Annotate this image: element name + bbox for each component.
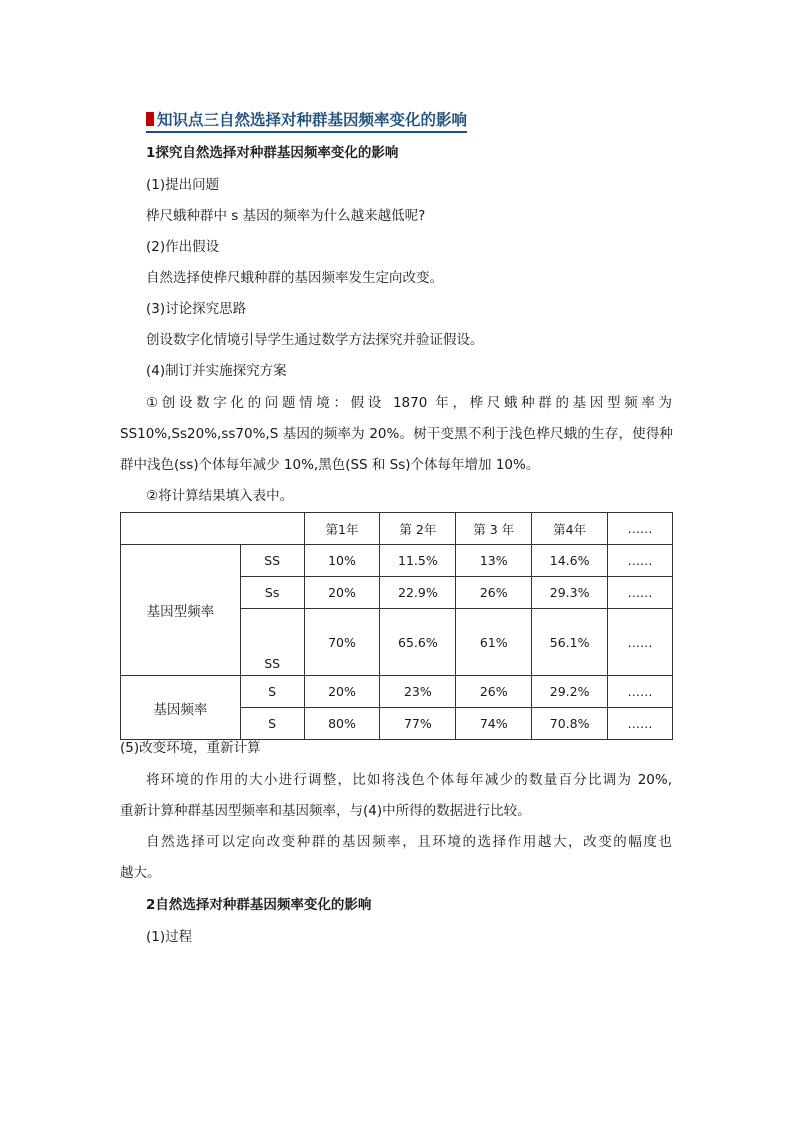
table-cell: 70.8% xyxy=(532,708,608,740)
table-cell: …… xyxy=(608,708,673,740)
table-cell: 23% xyxy=(380,676,456,708)
row-label: Ss xyxy=(240,577,304,609)
row-label: S xyxy=(240,676,304,708)
table-cell: 26% xyxy=(456,577,532,609)
frequency-table xyxy=(120,512,673,740)
table-cell: 20% xyxy=(304,577,380,609)
gene-frequency-group-label: 基因频率 xyxy=(121,676,241,740)
genotype-frequency-group-label: 基因型频率 xyxy=(121,545,241,676)
adjust-line-1: 将环境的作用的大小进行调整，比如将浅色个体每年减少的数量百分比调为 20%, xyxy=(146,772,672,788)
table-header-cell: 第1年 xyxy=(304,513,380,545)
table-cell: 29.2% xyxy=(532,676,608,708)
process-label: (1)过程 xyxy=(146,929,193,945)
table-cell: 61% xyxy=(456,609,532,676)
step-5-label: (5)改变环境，重新计算 xyxy=(120,740,261,756)
table-header-cell: …… xyxy=(608,513,673,545)
table-cell: …… xyxy=(608,676,673,708)
step-4-label: (4)制订并实施探究方案 xyxy=(146,363,287,379)
table-cell: …… xyxy=(608,545,673,577)
scenario-line-1: ①创设数字化的问题情境：假设 1870 年，桦尺蛾种群的基因型频率为 xyxy=(146,395,672,411)
table-cell: 80% xyxy=(304,708,380,740)
table-cell: 13% xyxy=(456,545,532,577)
heading-1: 1探究自然选择对种群基因频率变化的影响 xyxy=(146,145,399,161)
heading-2: 2自然选择对种群基因频率变化的影响 xyxy=(146,897,372,913)
table-cell: 65.6% xyxy=(380,609,456,676)
table-row xyxy=(121,676,673,708)
conclusion-line-2: 越大。 xyxy=(120,865,161,881)
scenario-line-3: 群中浅色(ss)个体每年减少 10%,黑色(SS 和 Ss)个体每年增加 10%。 xyxy=(120,457,540,473)
table-cell: …… xyxy=(608,577,673,609)
red-square-icon xyxy=(146,112,154,126)
table-cell: 11.5% xyxy=(380,545,456,577)
table-cell: 70% xyxy=(304,609,380,676)
conclusion-line-1: 自然选择可以定向改变种群的基因频率，且环境的选择作用越大，改变的幅度也 xyxy=(146,834,672,850)
question-text: 桦尺蛾种群中 s 基因的频率为什么越来越低呢? xyxy=(146,208,426,224)
table-header-cell: 第 3 年 xyxy=(456,513,532,545)
table-cell: 22.9% xyxy=(380,577,456,609)
table-header-cell: 第 2年 xyxy=(380,513,456,545)
table-corner-cell xyxy=(121,513,305,545)
table-header-cell: 第4年 xyxy=(532,513,608,545)
table-header-row xyxy=(121,513,673,545)
hypothesis-text: 自然选择使桦尺蛾种群的基因频率发生定向改变。 xyxy=(146,270,443,286)
adjust-line-2: 重新计算种群基因型频率和基因频率，与(4)中所得的数据进行比较。 xyxy=(120,803,531,819)
table-cell: 26% xyxy=(456,676,532,708)
fill-table-text: ②将计算结果填入表中。 xyxy=(146,488,294,504)
step-3-label: (3)讨论探究思路 xyxy=(146,301,247,317)
step-1-label: (1)提出问题 xyxy=(146,177,220,193)
table-cell: 29.3% xyxy=(532,577,608,609)
table-cell: 10% xyxy=(304,545,380,577)
section-title-text: 知识点三自然选择对种群基因频率变化的影响 xyxy=(157,111,468,129)
step-2-label: (2)作出假设 xyxy=(146,239,220,255)
section-title xyxy=(146,108,467,133)
scenario-line-2: SS10%,Ss20%,ss70%,S 基因的频率为 20%。树干变黑不利于浅色桦尺蛾的生存，使得种 xyxy=(120,426,673,442)
table-cell: 77% xyxy=(380,708,456,740)
table-cell: 20% xyxy=(304,676,380,708)
row-label: SS xyxy=(240,545,304,577)
table-cell: 56.1% xyxy=(532,609,608,676)
table-row xyxy=(121,545,673,577)
table-cell: …… xyxy=(608,609,673,676)
row-label: SS xyxy=(240,609,304,676)
row-label: S xyxy=(240,708,304,740)
table-cell: 74% xyxy=(456,708,532,740)
table-cell: 14.6% xyxy=(532,545,608,577)
approach-text: 创设数字化情境引导学生通过数学方法探究并验证假设。 xyxy=(146,332,484,348)
